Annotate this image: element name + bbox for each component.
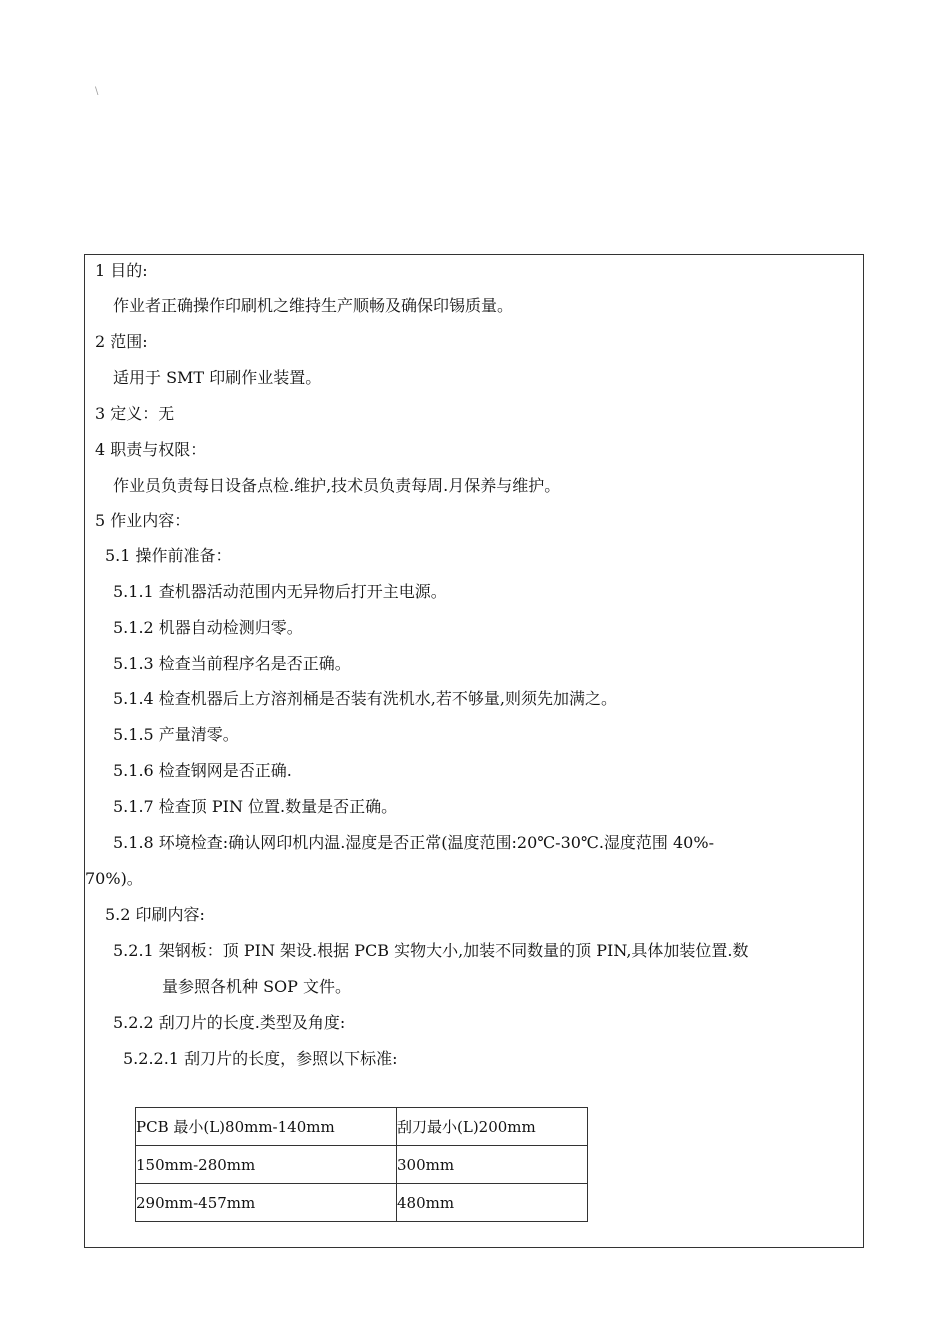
step-5-2-2-1: 5.2.2.1 刮刀片的长度，参照以下标准:	[123, 1049, 398, 1068]
table-cell: 480mm	[397, 1184, 588, 1222]
section-4-text: 作业员负责每日设备点检.维护,技术员负责每周.月保养与维护。	[113, 476, 561, 495]
section-2-text: 适用于 SMT 印刷作业装置。	[113, 368, 322, 387]
step-5-2-1-continued: 量参照各机种 SOP 文件。	[162, 977, 352, 996]
section-3-heading: 3 定义：无	[95, 404, 175, 423]
section-5-heading: 5 作业内容：	[95, 511, 191, 530]
step-5-2-1: 5.2.1 架钢板：顶 PIN 架设.根据 PCB 实物大小,加装不同数量的顶 PIN,具体加装位置.数	[113, 941, 749, 960]
procedure-frame	[84, 254, 864, 1248]
table-header-cell: PCB 最小(L)80mm-140mm	[136, 1108, 397, 1146]
table-row	[136, 1184, 588, 1222]
step-5-1-6: 5.1.6 检查钢网是否正确.	[113, 761, 292, 780]
table-header-row	[136, 1108, 588, 1146]
stray-mark: \	[95, 86, 99, 97]
table-row	[136, 1146, 588, 1184]
step-5-1-4: 5.1.4 检查机器后上方溶剂桶是否装有洗机水,若不够量,则须先加满之。	[113, 689, 617, 708]
step-5-1-5: 5.1.5 产量清零。	[113, 725, 239, 744]
step-5-1-8: 5.1.8 环境检查:确认网印机内温.湿度是否正常(温度范围:20℃-30℃.湿度范围 40%-	[113, 833, 714, 852]
step-5-1-2: 5.1.2 机器自动检测归零。	[113, 618, 303, 637]
section-4-heading: 4 职责与权限：	[95, 440, 207, 459]
step-5-1-7: 5.1.7 检查顶 PIN 位置.数量是否正确。	[113, 797, 398, 816]
squeegee-length-table	[135, 1107, 588, 1222]
section-1-heading: 1 目的:	[95, 261, 148, 280]
section-5-1-heading: 5.1 操作前准备：	[105, 546, 232, 565]
section-1-text: 作业者正确操作印刷机之维持生产顺畅及确保印锡质量。	[113, 296, 514, 315]
table-header-cell: 刮刀最小(L)200mm	[397, 1108, 588, 1146]
table-cell: 290mm-457mm	[136, 1184, 397, 1222]
table-cell: 300mm	[397, 1146, 588, 1184]
step-5-1-3: 5.1.3 检查当前程序名是否正确。	[113, 654, 351, 673]
step-5-1-1: 5.1.1 查机器活动范围内无异物后打开主电源。	[113, 582, 447, 601]
table-cell: 150mm-280mm	[136, 1146, 397, 1184]
step-5-1-8-continued: 70%)。	[85, 869, 143, 888]
section-2-heading: 2 范围:	[95, 332, 148, 351]
step-5-2-2: 5.2.2 刮刀片的长度.类型及角度:	[113, 1013, 346, 1032]
section-5-2-heading: 5.2 印刷内容:	[105, 905, 205, 924]
